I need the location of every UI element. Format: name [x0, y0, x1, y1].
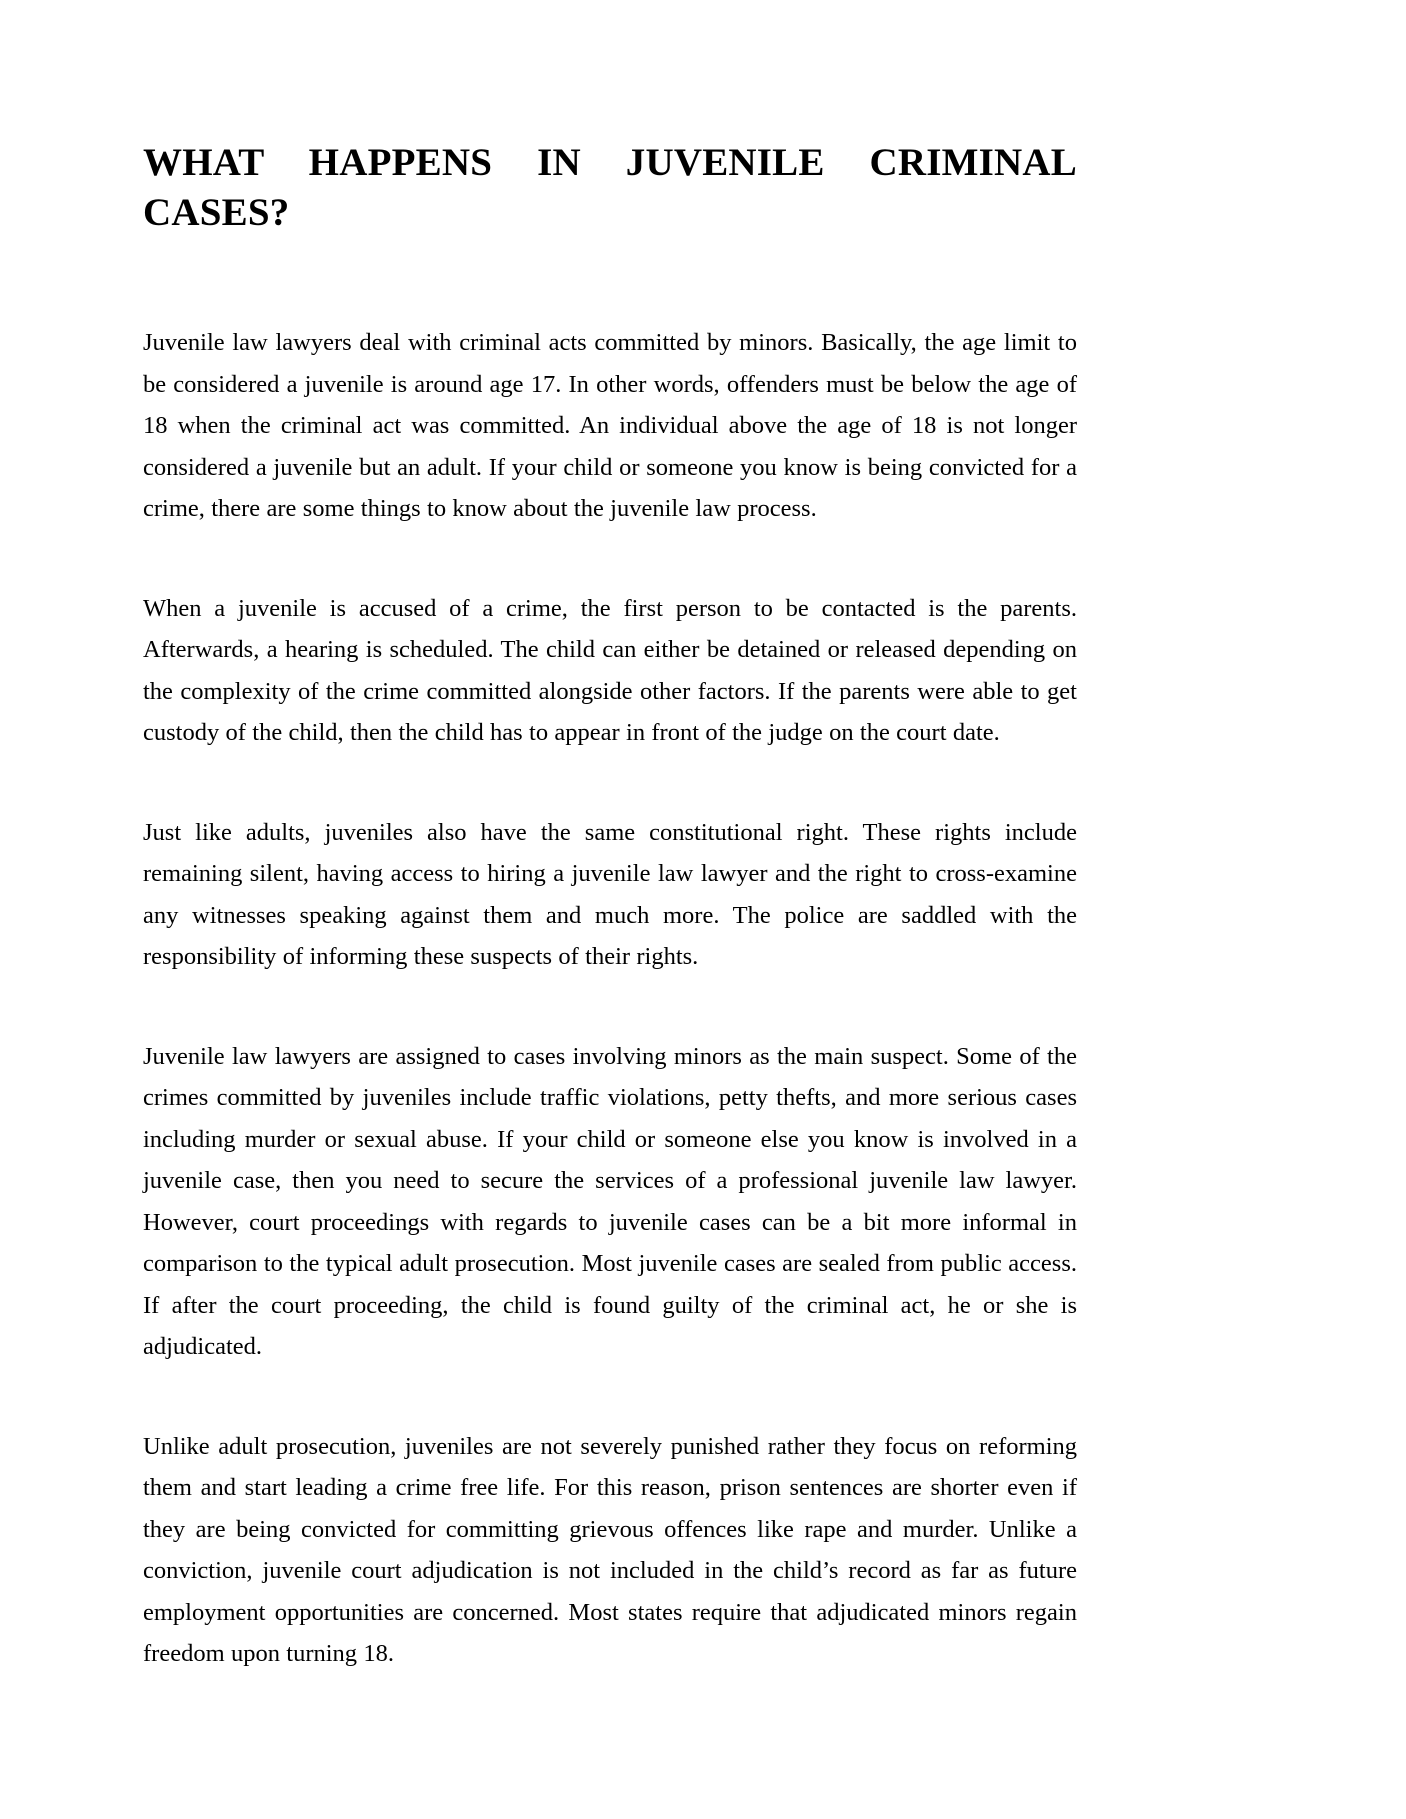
paragraph-1: Juvenile law lawyers deal with criminal acts committed by minors. Basically, the age limit to be considered a juvenile is around age 17. In other words, offenders must be below the age of 18 when the criminal act was committed. An individual above the age of 18 is not longer considered a juvenile but an adult. If your child or someone you know is being convicted for a crime, there are some things to know about the juvenile law process. [143, 329, 1077, 522]
paragraph-5: Unlike adult prosecution, juveniles are not severely punished rather they focus on reforming them and start leading a crime free life. For this reason, prison sentences are shorter even if they are being convicted for committing grievous offences like rape and murder. Unlike a conviction, juvenile court adjudication is not included in the child’s record as far as future employment opportunities are concerned. Most states require that adjudicated minors regain freedom upon turning 18. [143, 1432, 1077, 1667]
page-title-line-2: CASES? [143, 191, 290, 234]
document-content [143, 138, 1077, 1675]
paragraph-2: When a juvenile is accused of a crime, the first person to be contacted is the parents. Afterwards, a hearing is scheduled. The child can either be detained or released depending on the complexity of the crime committed alongside other factors. If the parents were able to get custody of the child, then the child has to appear in front of the judge on the court date. [143, 594, 1077, 746]
page-title [143, 138, 1077, 238]
paragraph-3: Just like adults, juveniles also have the same constitutional right. These rights include remaining silent, having access to hiring a juvenile law lawyer and the right to cross-examine any witnesses speaking against them and much more. The police are saddled with the responsibility of informing these suspects of their rights. [143, 818, 1077, 970]
paragraph-4: Juvenile law lawyers are assigned to cases involving minors as the main suspect. Some of the crimes committed by juveniles include traffic violations, petty thefts, and more serious cases including murder or sexual abuse. If your child or someone else you know is involved in a juvenile case, then you need to secure the services of a professional juvenile law lawyer. However, court proceedings with regards to juvenile cases can be a bit more informal in comparison to the typical adult prosecution. Most juvenile cases are sealed from public access. If after the court proceeding, the child is found guilty of the criminal act, he or she is adjudicated. [143, 1042, 1077, 1360]
document-body [143, 322, 1077, 1675]
page-title-line-1: WHAT HAPPENS IN JUVENILE CRIMINAL [143, 141, 1077, 184]
